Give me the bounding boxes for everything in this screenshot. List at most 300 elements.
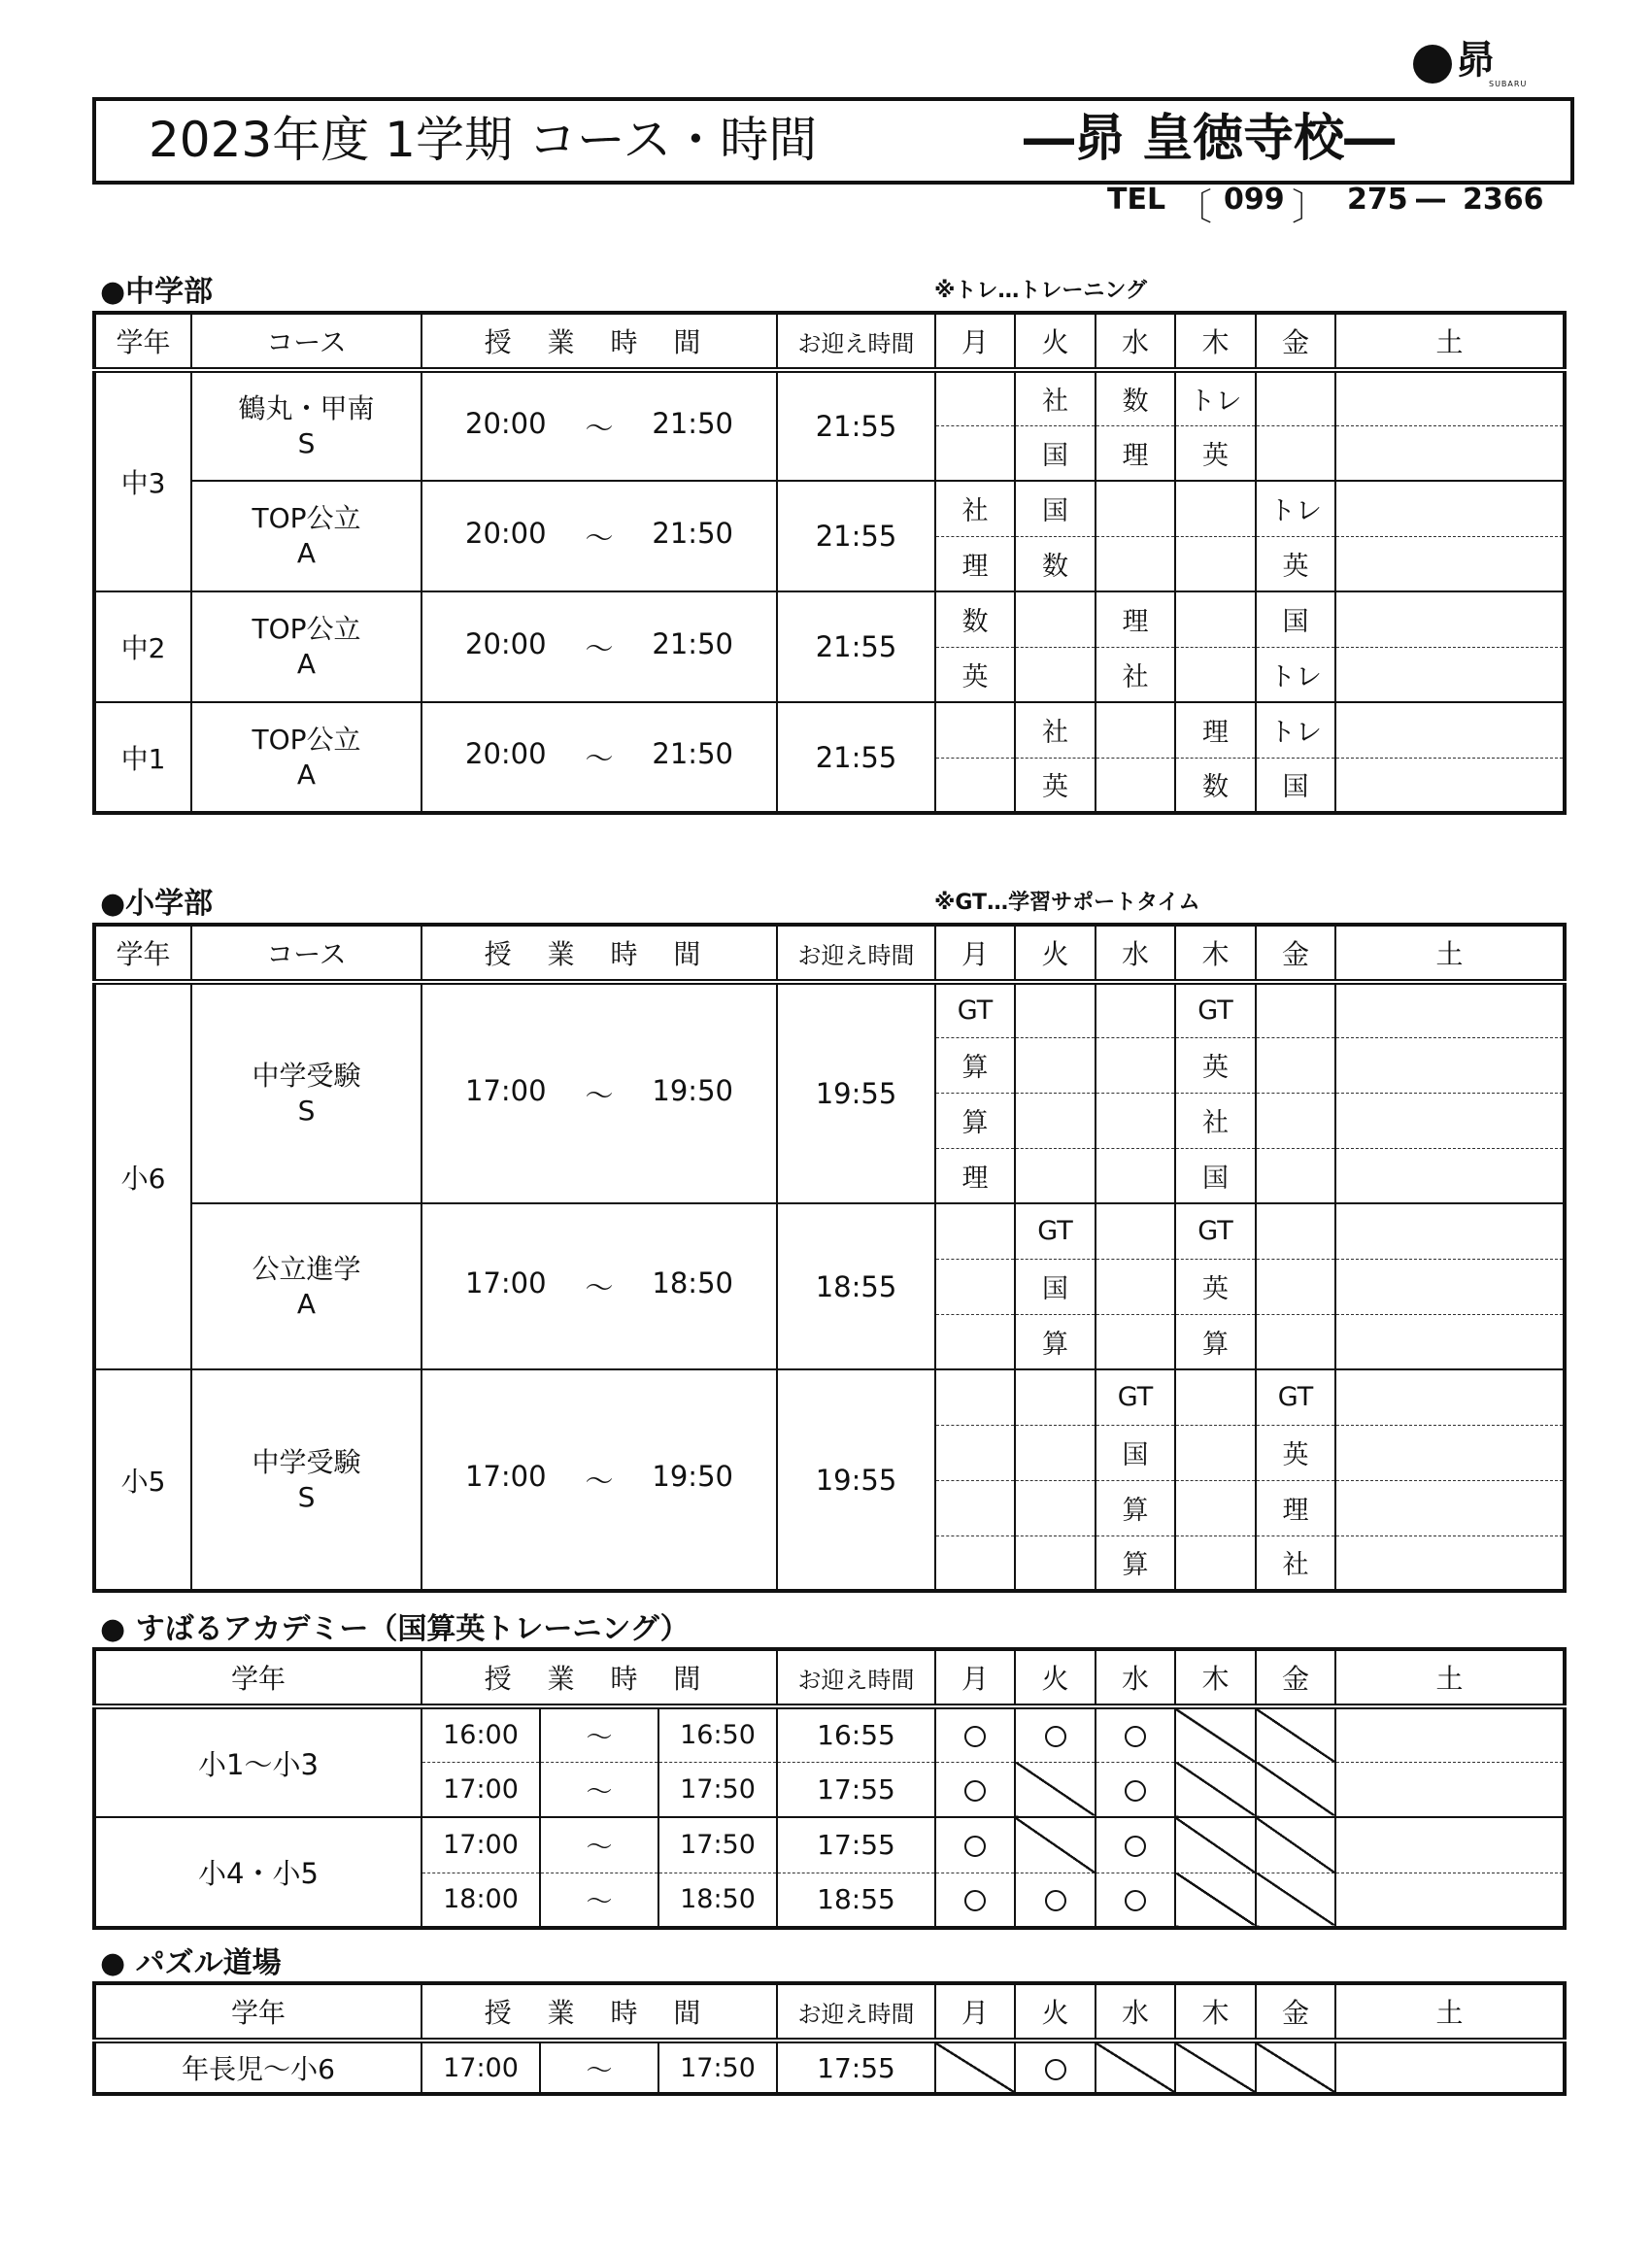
course-line1: TOP公立 [252, 502, 361, 534]
subject-cell: 社 [1015, 702, 1096, 758]
subject-cell [1096, 1314, 1175, 1369]
subject-cell: トレ [1256, 702, 1335, 758]
logo-emblem-icon [1413, 45, 1452, 84]
pickup-time: 19:55 [777, 982, 935, 1203]
header-day: 土 [1335, 925, 1565, 982]
junior-schedule-table [92, 311, 1567, 815]
subject-cell: 国 [1256, 591, 1335, 647]
day-cell [1096, 1706, 1175, 1762]
subject-cell [935, 1259, 1015, 1314]
subject-cell [1335, 702, 1565, 758]
header-day: 火 [1015, 1649, 1096, 1706]
day-cell [935, 1873, 1015, 1928]
start-time: 20:00 [465, 737, 547, 770]
subject-cell: トレ [1256, 481, 1335, 536]
subject-cell [1335, 1369, 1565, 1425]
end-time: 21:50 [652, 406, 733, 440]
start-time: 20:00 [465, 626, 547, 660]
class-time-wrap [422, 1074, 776, 1114]
subject-cell [935, 702, 1015, 758]
subject-cell [1256, 982, 1335, 1037]
subject-cell: 算 [1096, 1480, 1175, 1535]
grade: 小6 [94, 982, 191, 1369]
tilde: ～ [585, 742, 614, 775]
grade: 中3 [94, 370, 191, 591]
course-level: A [296, 537, 317, 569]
grade: 小1～小3 [94, 1706, 421, 1817]
header-day: 月 [935, 313, 1015, 370]
tilde: ～ [540, 1817, 658, 1873]
course-name [191, 702, 421, 813]
subject-cell: 算 [1015, 1314, 1096, 1369]
subject-cell: GT [1256, 1369, 1335, 1425]
course-name [191, 1203, 421, 1369]
subject-cell [1256, 370, 1335, 425]
start-time: 17:00 [465, 1460, 547, 1493]
day-cell [1335, 1706, 1565, 1762]
end-time: 18:50 [658, 1873, 777, 1928]
day-cell [1335, 1762, 1565, 1817]
tel-open-bracket-icon: 〔 [1175, 186, 1213, 228]
pickup-time: 18:55 [777, 1203, 935, 1369]
pickup-time: 17:55 [777, 2041, 935, 2094]
subject-cell [1096, 982, 1175, 1037]
subject-cell [1256, 1203, 1335, 1259]
subject-cell: 算 [1175, 1314, 1256, 1369]
end-time: 17:50 [658, 1762, 777, 1817]
circle-mark-icon [964, 1780, 986, 1802]
subject-cell [935, 1480, 1015, 1535]
header-day: 水 [1096, 1983, 1175, 2041]
subject-cell [1015, 1480, 1096, 1535]
subject-cell: GT [1175, 982, 1256, 1037]
day-cell [935, 1706, 1015, 1762]
day-cell [935, 1762, 1015, 1817]
subject-cell [1335, 982, 1565, 1037]
circle-mark-icon [1045, 1890, 1066, 1911]
subject-cell [1015, 1535, 1096, 1591]
course-name [191, 1369, 421, 1591]
class-time-wrap [422, 1266, 776, 1306]
subject-cell [1335, 1259, 1565, 1314]
header-day: 土 [1335, 1649, 1565, 1706]
day-cell [1015, 1706, 1096, 1762]
subject-cell: 理 [935, 1148, 1015, 1203]
table-row [94, 591, 1565, 647]
subject-cell [935, 370, 1015, 425]
start-time: 20:00 [465, 516, 547, 550]
no-class-cell [1175, 1762, 1256, 1817]
header-day: 月 [935, 1649, 1015, 1706]
header-day: 金 [1256, 925, 1335, 982]
pickup-time: 21:55 [777, 591, 935, 702]
subject-cell [1096, 1148, 1175, 1203]
class-time [421, 702, 777, 813]
pickup-time: 17:55 [777, 1817, 935, 1873]
pickup-time: 21:55 [777, 702, 935, 813]
end-time: 19:50 [652, 1460, 733, 1493]
subject-cell: 国 [1015, 481, 1096, 536]
subject-cell [935, 1535, 1015, 1591]
subject-cell [1015, 1425, 1096, 1480]
course-line1: TOP公立 [252, 723, 361, 756]
no-class-cell [935, 2041, 1015, 2094]
header-day: 金 [1256, 1983, 1335, 2041]
no-class-cell [1175, 1706, 1256, 1762]
day-cell [1096, 1817, 1175, 1873]
title-box [92, 97, 1574, 185]
class-time-wrap [422, 737, 776, 777]
subject-cell [1335, 647, 1565, 702]
tel-end: 2366 [1463, 183, 1544, 217]
header-pickup: お迎え時間 [777, 313, 935, 370]
subject-cell [1335, 1535, 1565, 1591]
subject-cell [1175, 591, 1256, 647]
day-cell [935, 1817, 1015, 1873]
course-line1: 公立進学 [252, 1252, 361, 1285]
header-time: 授 業 時 間 [421, 925, 777, 982]
subject-cell [1335, 591, 1565, 647]
subject-cell: 社 [1175, 1093, 1256, 1148]
grade: 小4・小5 [94, 1817, 421, 1928]
no-class-cell [1175, 1873, 1256, 1928]
subject-cell [1335, 1480, 1565, 1535]
table-row [94, 2041, 1565, 2094]
course-line1: TOP公立 [252, 613, 361, 645]
subject-cell: 算 [1096, 1535, 1175, 1591]
tilde: ～ [540, 2041, 658, 2094]
logo-subtext: SUBARU [1489, 80, 1528, 88]
subject-cell [1096, 1093, 1175, 1148]
no-class-cell [1015, 1762, 1096, 1817]
header-day: 火 [1015, 313, 1096, 370]
header-course: コース [191, 313, 421, 370]
table-header-row [94, 1649, 1565, 1706]
subject-cell: トレ [1256, 647, 1335, 702]
subject-cell: 英 [1175, 1037, 1256, 1093]
subject-cell: トレ [1175, 370, 1256, 425]
end-time: 19:50 [652, 1073, 733, 1107]
circle-mark-icon [1125, 1726, 1146, 1747]
pickup-time: 19:55 [777, 1369, 935, 1591]
logo-glyph: 昴 [1456, 38, 1495, 83]
circle-mark-icon [1125, 1890, 1146, 1911]
pickup-time: 18:55 [777, 1873, 935, 1928]
class-time [421, 481, 777, 591]
school-logo [1413, 39, 1530, 97]
subject-cell: GT [1096, 1369, 1175, 1425]
subject-cell: 数 [935, 591, 1015, 647]
header-grade: 学年 [94, 1649, 421, 1706]
subject-cell [1335, 1203, 1565, 1259]
table-row [94, 370, 1565, 425]
header-day: 月 [935, 1983, 1015, 2041]
table-row [94, 1203, 1565, 1259]
subject-cell [1335, 370, 1565, 425]
tilde: ～ [585, 1271, 614, 1304]
day-cell [1335, 1873, 1565, 1928]
tilde: ～ [585, 1078, 614, 1112]
pickup-time: 17:55 [777, 1762, 935, 1817]
header-time: 授 業 時 間 [421, 1983, 777, 2041]
subject-cell [1015, 1148, 1096, 1203]
end-time: 21:50 [652, 516, 733, 550]
subject-cell: 英 [935, 647, 1015, 702]
course-level: S [297, 1480, 316, 1513]
course-name [191, 370, 421, 481]
subject-cell [1256, 425, 1335, 481]
course-line1: 中学受験 [252, 1445, 361, 1478]
subject-cell: 英 [1015, 758, 1096, 813]
subject-cell [935, 1369, 1015, 1425]
subject-cell: 社 [1096, 647, 1175, 702]
subject-cell [935, 1203, 1015, 1259]
subject-cell [1335, 425, 1565, 481]
table-header-row [94, 313, 1565, 370]
table-header-row [94, 925, 1565, 982]
subject-cell [1096, 536, 1175, 591]
start-time: 18:00 [421, 1873, 540, 1928]
subject-cell: 理 [1096, 591, 1175, 647]
table-row [94, 982, 1565, 1037]
grade: 中2 [94, 591, 191, 702]
subject-cell: 国 [1015, 1259, 1096, 1314]
header-grade: 学年 [94, 1983, 421, 2041]
class-time-wrap [422, 1460, 776, 1500]
tilde: ～ [585, 631, 614, 665]
tel-area-code: 099 [1224, 183, 1285, 217]
grade: 小5 [94, 1369, 191, 1591]
header-day: 月 [935, 925, 1015, 982]
subject-cell [1096, 1037, 1175, 1093]
table-header-row [94, 1983, 1565, 2041]
subject-cell [1096, 1203, 1175, 1259]
end-time: 16:50 [658, 1706, 777, 1762]
tilde: ～ [585, 1465, 614, 1498]
no-class-cell [1175, 2041, 1256, 2094]
header-pickup: お迎え時間 [777, 925, 935, 982]
subject-cell [1256, 1259, 1335, 1314]
grade: 中1 [94, 702, 191, 813]
puzzle-section-heading: ● パズル道場 [100, 1946, 282, 1980]
header-day: 木 [1175, 1649, 1256, 1706]
subject-cell [1015, 1369, 1096, 1425]
pickup-time: 21:55 [777, 370, 935, 481]
pickup-time: 21:55 [777, 481, 935, 591]
subject-cell: 算 [935, 1037, 1015, 1093]
table-row [94, 702, 1565, 758]
subject-cell [935, 1425, 1015, 1480]
course-line1: 鶴丸・甲南 [238, 392, 375, 424]
day-cell [1335, 1817, 1565, 1873]
header-time: 授 業 時 間 [421, 313, 777, 370]
start-time: 17:00 [465, 1073, 547, 1107]
day-cell [1096, 1873, 1175, 1928]
class-time [421, 982, 777, 1203]
subject-cell: 算 [935, 1093, 1015, 1148]
tilde: ～ [585, 521, 614, 555]
course-name [191, 481, 421, 591]
tilde: ～ [540, 1762, 658, 1817]
course-level: A [296, 1287, 317, 1320]
header-grade: 学年 [94, 313, 191, 370]
start-time: 20:00 [465, 406, 547, 440]
subject-cell [1335, 536, 1565, 591]
circle-mark-icon [964, 1726, 986, 1747]
class-time-wrap [422, 517, 776, 557]
day-cell [1335, 2041, 1565, 2094]
header-day: 木 [1175, 1983, 1256, 2041]
subject-cell [1256, 1314, 1335, 1369]
subject-cell [1015, 982, 1096, 1037]
class-time-wrap [422, 627, 776, 667]
class-time [421, 1203, 777, 1369]
header-day: 火 [1015, 925, 1096, 982]
subject-cell [1175, 1480, 1256, 1535]
subject-cell [1175, 536, 1256, 591]
school-name: ―昴 皇徳寺校― [1024, 110, 1396, 168]
header-day: 土 [1335, 1983, 1565, 2041]
subject-cell: 理 [1256, 1480, 1335, 1535]
subject-cell [1335, 1037, 1565, 1093]
subject-cell: GT [1175, 1203, 1256, 1259]
header-day: 木 [1175, 313, 1256, 370]
day-cell [1096, 1762, 1175, 1817]
header-day: 水 [1096, 1649, 1175, 1706]
subject-cell [1335, 1314, 1565, 1369]
subject-cell: 社 [935, 481, 1015, 536]
class-time [421, 370, 777, 481]
subject-cell [1256, 1093, 1335, 1148]
subject-cell [1335, 1148, 1565, 1203]
puzzle-schedule-table [92, 1981, 1567, 2096]
header-day: 金 [1256, 1649, 1335, 1706]
tel-close-bracket-icon: 〕 [1292, 186, 1330, 228]
elementary-note: ※GT…学習サポートタイム [934, 891, 1200, 915]
course-level: A [296, 758, 317, 791]
subject-cell [1015, 591, 1096, 647]
subject-cell [1015, 647, 1096, 702]
subject-cell: 英 [1256, 1425, 1335, 1480]
subject-cell [1175, 1535, 1256, 1591]
header-course: コース [191, 925, 421, 982]
subject-cell [1175, 1369, 1256, 1425]
class-time [421, 591, 777, 702]
subject-cell [1256, 1037, 1335, 1093]
subject-cell [1335, 758, 1565, 813]
tilde: ～ [540, 1706, 658, 1762]
header-grade: 学年 [94, 925, 191, 982]
subject-cell [1096, 758, 1175, 813]
subject-cell: 国 [1256, 758, 1335, 813]
start-time: 17:00 [421, 1762, 540, 1817]
course-name [191, 982, 421, 1203]
subject-cell: 国 [1015, 425, 1096, 481]
tel-middle: 275 [1347, 183, 1408, 217]
subject-cell [1175, 481, 1256, 536]
circle-mark-icon [1045, 2059, 1066, 2080]
subject-cell [1096, 1259, 1175, 1314]
tilde: ～ [540, 1873, 658, 1928]
table-row [94, 1817, 1565, 1873]
course-level: S [297, 1095, 316, 1127]
subject-cell: 理 [935, 536, 1015, 591]
circle-mark-icon [964, 1890, 986, 1911]
end-time: 17:50 [658, 2041, 777, 2094]
course-level: A [296, 648, 317, 680]
subject-cell: GT [935, 982, 1015, 1037]
pickup-time: 16:55 [777, 1706, 935, 1762]
subject-cell: 社 [1256, 1535, 1335, 1591]
subject-cell: 理 [1096, 425, 1175, 481]
end-time: 21:50 [652, 626, 733, 660]
header-day: 火 [1015, 1983, 1096, 2041]
circle-mark-icon [964, 1836, 986, 1857]
no-class-cell [1256, 1762, 1335, 1817]
page-title: 2023年度 1学期 コース・時間 [149, 112, 818, 168]
course-line1: 中学受験 [252, 1060, 361, 1092]
no-class-cell [1256, 1706, 1335, 1762]
subject-cell: 英 [1175, 1259, 1256, 1314]
no-class-cell [1256, 2041, 1335, 2094]
subject-cell: GT [1015, 1203, 1096, 1259]
subject-cell [1096, 481, 1175, 536]
header-day: 水 [1096, 313, 1175, 370]
table-row [94, 1369, 1565, 1425]
subject-cell [1175, 1425, 1256, 1480]
no-class-cell [1175, 1817, 1256, 1873]
tel-dash: ― [1416, 183, 1445, 217]
academy-section-heading: ● すばるアカデミー（国算英トレーニング） [100, 1612, 690, 1646]
subject-cell [1015, 1037, 1096, 1093]
table-row [94, 481, 1565, 536]
elementary-section-heading: ●小学部 [100, 887, 214, 921]
junior-section-heading: ●中学部 [100, 275, 214, 309]
no-class-cell [1096, 2041, 1175, 2094]
header-pickup: お迎え時間 [777, 1983, 935, 2041]
header-day: 木 [1175, 925, 1256, 982]
subject-cell [1256, 1148, 1335, 1203]
grade: 年長児～小6 [94, 2041, 421, 2094]
subject-cell: 国 [1096, 1425, 1175, 1480]
header-time: 授 業 時 間 [421, 1649, 777, 1706]
course-name [191, 591, 421, 702]
class-time [421, 1369, 777, 1591]
subject-cell [1335, 1093, 1565, 1148]
subject-cell [935, 425, 1015, 481]
circle-mark-icon [1125, 1836, 1146, 1857]
subject-cell: 数 [1175, 758, 1256, 813]
day-cell [1015, 1873, 1096, 1928]
subject-cell [1335, 1425, 1565, 1480]
course-level: S [297, 427, 316, 459]
header-day: 土 [1335, 313, 1565, 370]
subject-cell [1175, 647, 1256, 702]
subject-cell: 英 [1256, 536, 1335, 591]
circle-mark-icon [1125, 1780, 1146, 1802]
header-day: 金 [1256, 313, 1335, 370]
subject-cell: 英 [1175, 425, 1256, 481]
start-time: 17:00 [465, 1266, 547, 1299]
subject-cell [935, 758, 1015, 813]
start-time: 16:00 [421, 1706, 540, 1762]
subject-cell: 数 [1096, 370, 1175, 425]
end-time: 18:50 [652, 1266, 733, 1299]
day-cell [1015, 2041, 1096, 2094]
no-class-cell [1256, 1873, 1335, 1928]
subject-cell: 社 [1015, 370, 1096, 425]
subject-cell: 国 [1175, 1148, 1256, 1203]
